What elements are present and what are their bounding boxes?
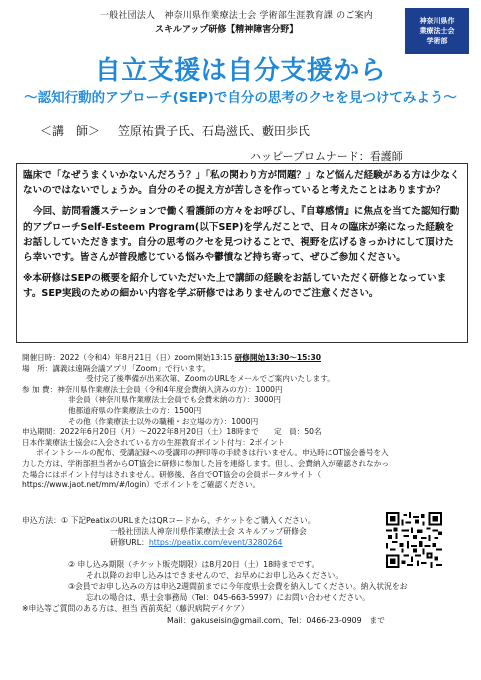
intro-box — [16, 163, 468, 343]
intro-paragraph-2: 今回、訪問看護ステーションで働く看護師の方々をお呼びし、『自尊感情』に焦点を当てた認知行動的アプローチSelf-Esteem Program(以下SEP)を学んだことで、日々の臨床が楽になった経験をお話ししていただきます。自分の思考のクセを見つけることで、視野を広げるきっかけにして頂けたら幸いです。皆さんが普段感じている悩みや鬱憤など持ち寄って、ぜひご参加ください。 — [23, 206, 460, 264]
lecturers-facility: ハッピープロムナード：看護師 — [250, 150, 403, 163]
event-place-note: 受付完了後準備が出来次第、ZoomのURLをメールでご案内いたします。 — [86, 374, 335, 384]
lecturers — [40, 122, 310, 139]
apply-line-5: それ以降のお申し込みはできませんので、お早めにお申し込みください。 — [86, 570, 344, 580]
qr-code-icon[interactable] — [386, 512, 442, 568]
org-badge — [405, 8, 469, 54]
apply-line-7: 忘れの場合は、県士会事務局（Tel：045-663-5997）にお問い合わせください。 — [86, 593, 370, 603]
event-details — [22, 353, 462, 491]
fee-other: その他（作業療法士以外の職種・お立場の方）：1000円 — [68, 416, 259, 426]
apply-line-4: ② 申し込み期限（チケット販売期限）は8月20日（土）18時までです。 — [68, 559, 320, 569]
points-title: 日本作業療法士協会に入会されている方の生涯教育ポイント付与：2ポイント — [22, 437, 286, 447]
apply-line-9: Mail：gakuseisin@gmail.com、Tel：0466-23-0909 まで — [167, 615, 385, 625]
fee-title: 参 加 費：神奈川県作業療法士会員（令和4年度会費納入済みの方）：1000円 — [22, 384, 283, 394]
page-subtitle: 〜認知行動的アプローチ(SEP)で自分の思考のクセを見つけてみよう〜 — [24, 90, 457, 106]
peatix-link[interactable]: https://peatix.com/event/3280264 — [148, 538, 283, 548]
lecturers-label: ＜講 師＞ — [40, 124, 101, 138]
page-title: 自立支援は自分支援から — [94, 56, 387, 86]
points-note-3: た場合にはポイント付与はされません。研修後、各自でOT協会の会員ポータルサイト（ — [22, 469, 322, 479]
badge-line-1: 神奈川県作 — [419, 17, 455, 25]
fee-other-prefecture: 他都道府県の作業療法士の方：1500円 — [68, 405, 202, 415]
event-date-prefix: 開催日時：2022（令和4）年8月21日（日）zoom開始13:15 — [22, 353, 235, 362]
apply-line-8: ※申込等ご質問のある方は、担当 西前英紀（藤沢病院デイケア） — [22, 604, 249, 614]
points-note-1: ポイントシールの配布、受講記録への受講印の押印等の手続きは行いません。申込時にOT協会番号を入 — [36, 448, 389, 458]
event-place: 場 所：講義は遠隔会議アプリ「Zoom」で行います。 — [22, 363, 211, 373]
fee-nonmember: 非会員（神奈川県作業療法士会員でも会費未納の方）：3000円 — [68, 395, 281, 405]
intro-paragraph-1: 臨床で「なぜうまくいかないんだろう？」「私の関わり方が問題？」など悩んだ経験がある方は少なくないのではないでしょうか。自分のその捉え方が苦しさを作っていると考えたことはありますか？ — [23, 170, 460, 197]
application-period: 申込期間：2022年6月20日（月）〜2022年8月20日（土）18時まで 定 員：50名 — [22, 427, 322, 437]
badge-line-3: 学術部 — [426, 37, 448, 45]
lecturers-names: 笠原祐貴子氏、石島滋氏、藪田歩氏 — [117, 124, 310, 138]
apply-line-2: 一般社団法人神奈川県作業療法士会 スキルアップ研修会 — [110, 527, 307, 537]
event-date-main: 研修開始13:30〜15:30 — [234, 353, 322, 362]
badge-line-2: 業療法士会 — [419, 27, 455, 35]
points-note-4: https://www.jaot.net/mm/#/login）でポイントをご確認ください。 — [22, 480, 261, 490]
intro-paragraph-3: ※本研修はSEPの概要を紹介していただいた上で講師の経験をお話していただく研修となっています。SEP実践のための細かい内容を学ぶ研修ではありませんのでご注意ください。 — [23, 273, 447, 300]
apply-line-6: ③会員でお申し込みの方は申込2週間前までに今年度県士会費を納入してください。納入状況をお — [68, 582, 408, 592]
apply-line-1: 申込方法：① 下記PeatixのURLまたはQRコードから、チケットをご購入ください。 — [22, 516, 316, 525]
points-note-2: 力した方は、学術部担当者からOT協会に研修に参加した旨を連絡します。但し、会費納入が確認されなかっ — [22, 458, 389, 468]
apply-url-label: 研修URL： — [110, 538, 149, 548]
organizer-line: 一般社団法人 神奈川県作業療法士会 学術部生涯教育課 のご案内 — [100, 11, 373, 21]
event-date — [22, 353, 462, 364]
series-label: スキルアップ研修【精神障害分野】 — [155, 25, 299, 35]
